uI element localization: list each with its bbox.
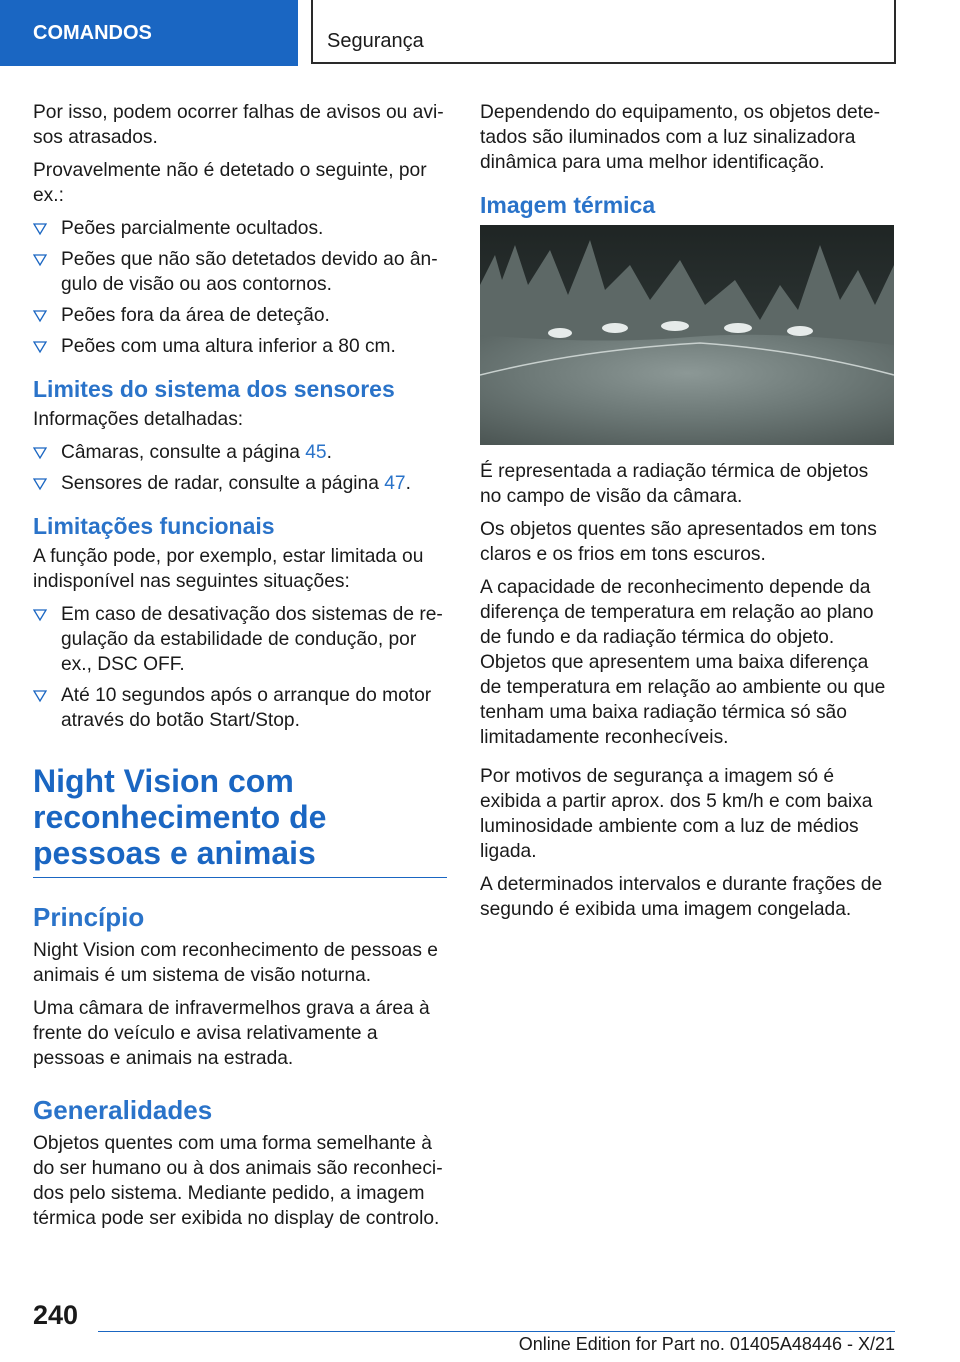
heading-night-vision: Night Vision com reconhecimento de pessoas e animais <box>33 763 447 878</box>
page-number: 240 <box>33 1300 79 1330</box>
triangle-bullet-icon <box>33 253 47 267</box>
triangle-bullet-icon <box>33 222 47 236</box>
triangle-bullet-icon <box>33 689 47 703</box>
paragraph: Dependendo do equipamento, os objetos detetados são iluminados com a luz sinalizadora dinâmica para uma melhor identificação. <box>480 102 881 173</box>
triangle-bullet-icon <box>33 340 47 354</box>
triangle-bullet-icon <box>33 608 47 622</box>
list-item: Sensores de radar, consulte a página 47. <box>33 471 447 496</box>
thermal-image <box>480 225 894 445</box>
paragraph: Os objetos quentes são apresentados em tons claros e os frios em tons escuros. <box>480 519 877 565</box>
heading-limitacoes: Limitações funcionais <box>33 513 275 539</box>
paragraph: Por isso, podem ocorrer falhas de avisos ou avisos atrasados. <box>33 102 444 148</box>
paragraph: A função pode, por exemplo, estar limitada ou indisponível nas seguintes situações: <box>33 546 424 592</box>
paragraph: É representada a radiação térmica de objetos no campo de visão da câmara. <box>480 461 869 507</box>
page-link-47[interactable]: 47 <box>384 473 406 494</box>
heading-generalidades: Generalidades <box>33 1095 213 1125</box>
bullet-list <box>33 440 447 496</box>
header-chapter-title: Segurança <box>311 0 896 64</box>
left-column <box>33 100 447 1239</box>
heading-principio: Princípio <box>33 902 145 932</box>
list-item: Em caso de desativação dos sistemas de regulação da estabilidade de condução, por ex., DSC OFF. <box>33 602 447 677</box>
list-item: Câmaras, consulte a página 45. <box>33 440 447 465</box>
heading-imagem-termica: Imagem térmica <box>480 192 656 218</box>
paragraph: Objetos quentes com uma forma semelhante à do ser humano ou à dos animais são reconhecidos pelo sistema. Mediante pedido, a imagem térmica pode ser exibida no display de controlo. <box>33 1133 443 1229</box>
bullet-list <box>33 216 447 359</box>
paragraph: A capacidade de reconhecimento depende da diferença de temperatura em relação ao plano de fundo e da radiação térmica do objeto. Objetos que apresentem uma baixa diferença de temperatura em relação ao ambiente ou que tenham uma baixa radiação térmica só são limitadamente reconhecíveis. <box>480 577 886 748</box>
paragraph: Night Vision com reconhecimento de pessoas e animais é um sistema de visão noturna. <box>33 940 438 986</box>
triangle-bullet-icon <box>33 309 47 323</box>
footer-divider <box>98 1331 895 1332</box>
page-link-45[interactable]: 45 <box>305 442 327 463</box>
list-item: Peões que não são detetados devido ao ângulo de visão ou aos contornos. <box>33 247 447 297</box>
thermal-image-illustration <box>480 225 894 445</box>
header-section-tab: COMANDOS <box>0 0 298 66</box>
triangle-bullet-icon <box>33 446 47 460</box>
footer-edition: Online Edition for Part no. 01405A48446 - X/21 <box>518 1334 895 1354</box>
paragraph: Informações detalhadas: <box>33 409 244 430</box>
list-item: Peões com uma altura inferior a 80 cm. <box>33 334 447 359</box>
paragraph: A determinados intervalos e durante frações de segundo é exibida uma imagem congelada. <box>480 874 883 920</box>
paragraph: Uma câmara de infravermelhos grava a área à frente do veículo e avisa relativamente a pessoas e animais na estrada. <box>33 998 430 1069</box>
bullet-list <box>33 602 447 733</box>
paragraph: Provavelmente não é detetado o seguinte, por ex.: <box>33 160 427 206</box>
list-item: Peões parcialmente ocultados. <box>33 216 447 241</box>
right-column <box>480 100 894 930</box>
heading-limites-sensores: Limites do sistema dos sensores <box>33 376 395 402</box>
list-item: Até 10 segundos após o arranque do motor através do botão Start/Stop. <box>33 683 447 733</box>
paragraph: Por motivos de segurança a imagem só é exibida a partir aprox. dos 5 km/h e com baixa luminosidade ambiente com a luz de médios ligada. <box>480 766 873 862</box>
list-item: Peões fora da área de deteção. <box>33 303 447 328</box>
triangle-bullet-icon <box>33 477 47 491</box>
